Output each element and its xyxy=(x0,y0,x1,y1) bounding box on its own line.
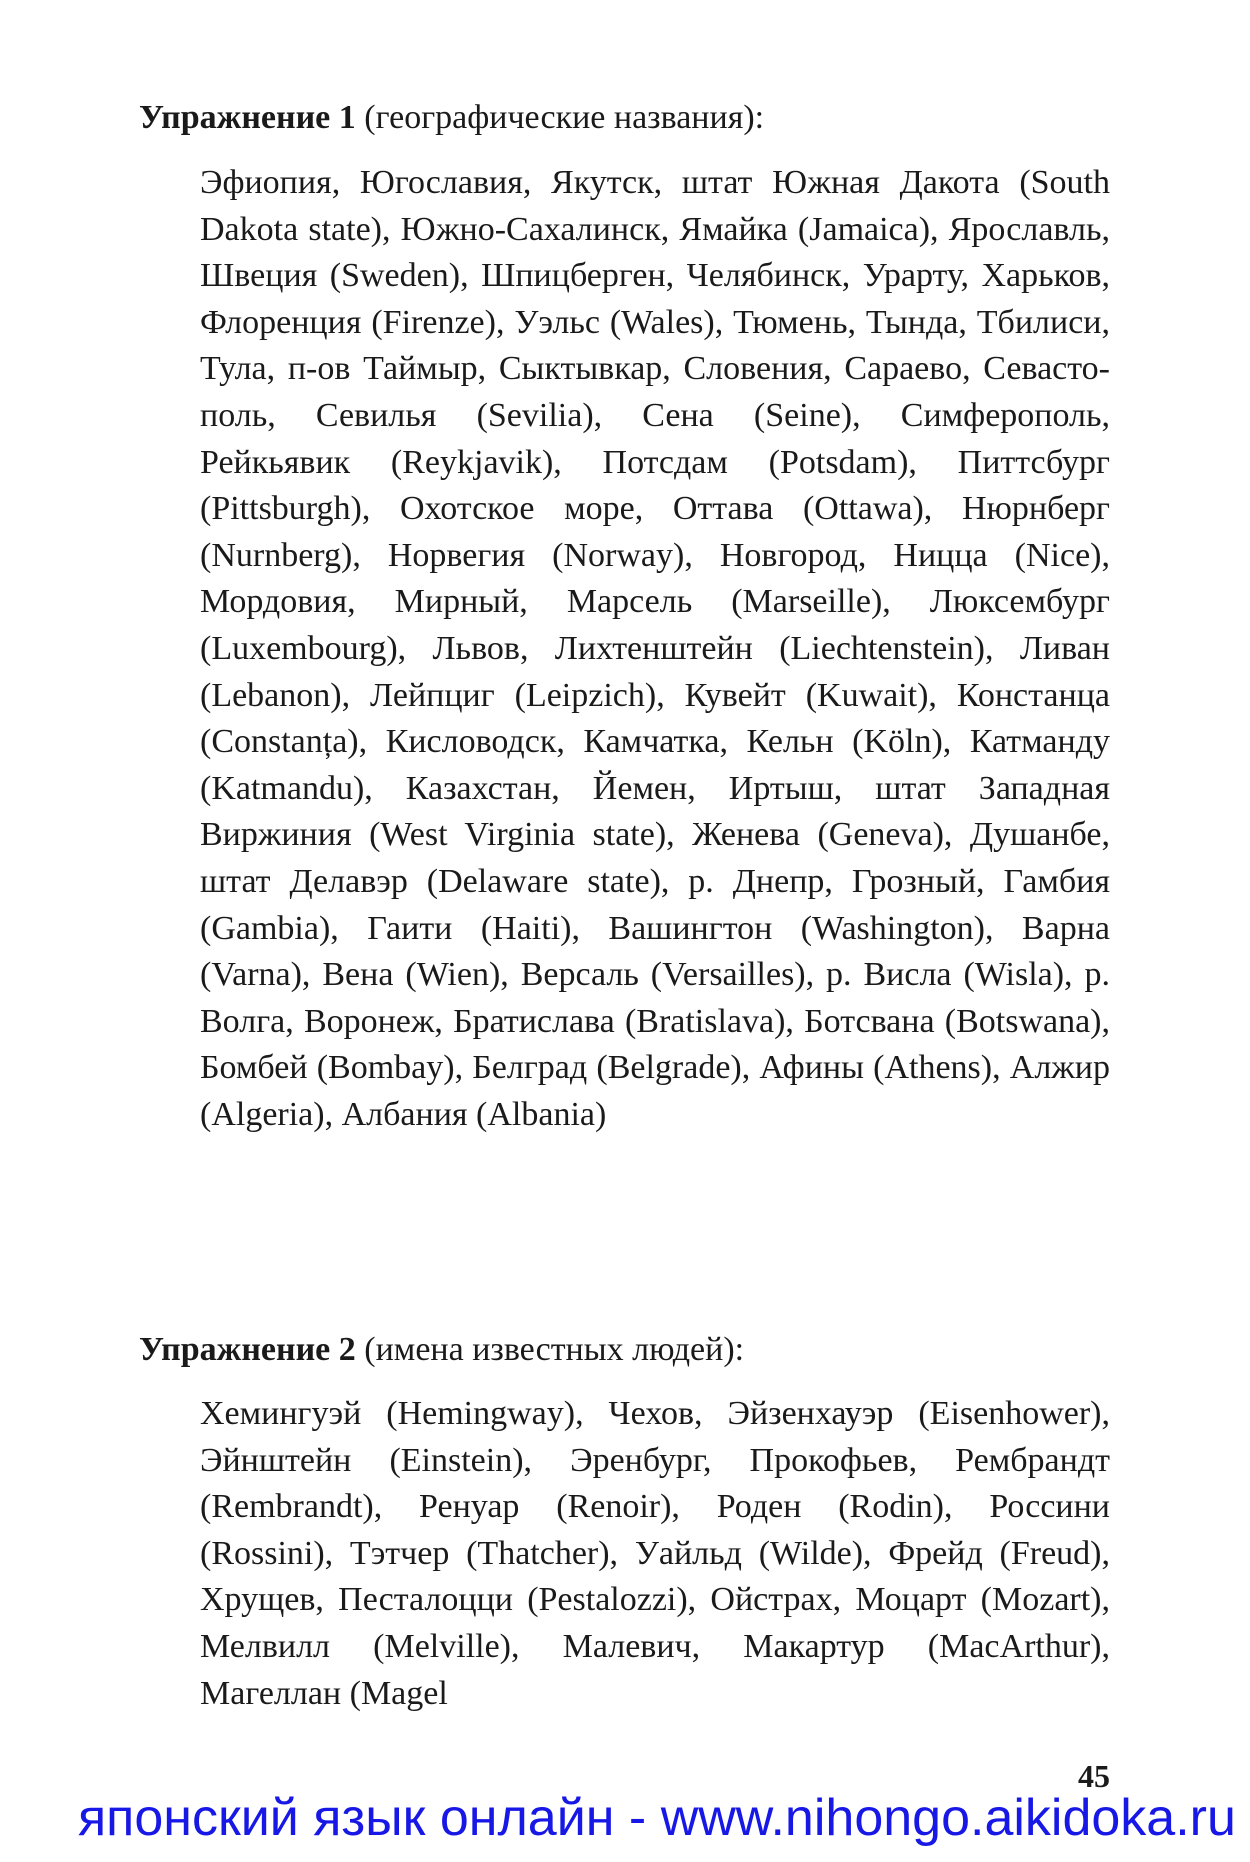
exercise-2-text: Хемингуэй (Hemingway), Чехов, Эйзенхауэр (Eisenhower), Эйнштейн (Einstein), Эренбург, Прокофьев, Рембрандт (Rembrandt), Ренуар (Renoir), Роден (Rodin), Россини (Rossini), Тэтчер (Thatcher), Уайльд (Wilde), Фрейд (Freud), Хрущев, Песталоцци (Pestalozzi), Ойстрах, Моцарт (Mozart), Мелвилл (Melville), Малевич, Макартур (MacArthur), Магеллан (Magel xyxy=(200,1395,1110,1712)
exercise-1-heading xyxy=(139,98,764,138)
exercise-2-heading xyxy=(139,1330,744,1370)
exercise-1-text: Эфиопия, Югославия, Якутск, штат Южная Дакота (South Dakota state), Южно-Сахалинск, Ямайка (Jamaica), Ярославль, Швеция (Sweden), Шпицберген, Челябинск, Урарту, Харьков, Флоренция (Firenze), Уэльс (Wales), Тюмень, Тында, Тбилиси, Тула, п-ов Таймыр, Сыктывкар, Словения, Сараево, Севастополь, Севилья (Sevilia), Сена (Seine), Симферополь, Рейкьявик (Reykjavik), Потсдам (Potsdam), Питтсбург (Pittsburgh), Охотское море, Оттава (Ottawa), Нюрнберг (Nurnberg), Норвегия (Norway), Новгород, Ницца (Nice), Мордовия, Мирный, Марсель (Marseille), Люксембург (Luxembourg), Львов, Лихтенштейн (Liechtenstein), Ливан (Lebanon), Лейпциг (Leipzich), Кувейт (Kuwait), Констанца (Constanța), Кисловодск, Камчатка, Кельн (Köln), Катманду (Katmandu), Казахстан, Йемен, Иртыш, штат Западная Виржиния (West Virginia state), Женева (Geneva), Душанбе, штат Делавэр (Delaware state), р. Днепр, Грозный, Гамбия (Gambia), Гаити (Haiti), Вашингтон (Washington), Варна (Varna), Вена (Wien), Версаль (Versailles), р. Висла (Wisla), р. Волга, Воронеж, Братислава (Bratislava), Ботсвана (Botswana), Бомбей (Bombay), Белград (Belgrade), Афины (Athens), Алжир (Algeria), Албания (Albania) xyxy=(200,164,1110,1133)
exercise-1-subtitle: (географические названия): xyxy=(355,99,765,136)
exercise-2-subtitle: (имена известных людей): xyxy=(355,1331,745,1368)
page-number: 45 xyxy=(1078,1758,1110,1794)
website-watermark: японский язык онлайн - www.nihongo.aikidoka.ru xyxy=(78,1789,1236,1847)
exercise-1-title: Упражнение 1 xyxy=(139,99,356,136)
exercise-2-title: Упражнение 2 xyxy=(139,1331,356,1368)
